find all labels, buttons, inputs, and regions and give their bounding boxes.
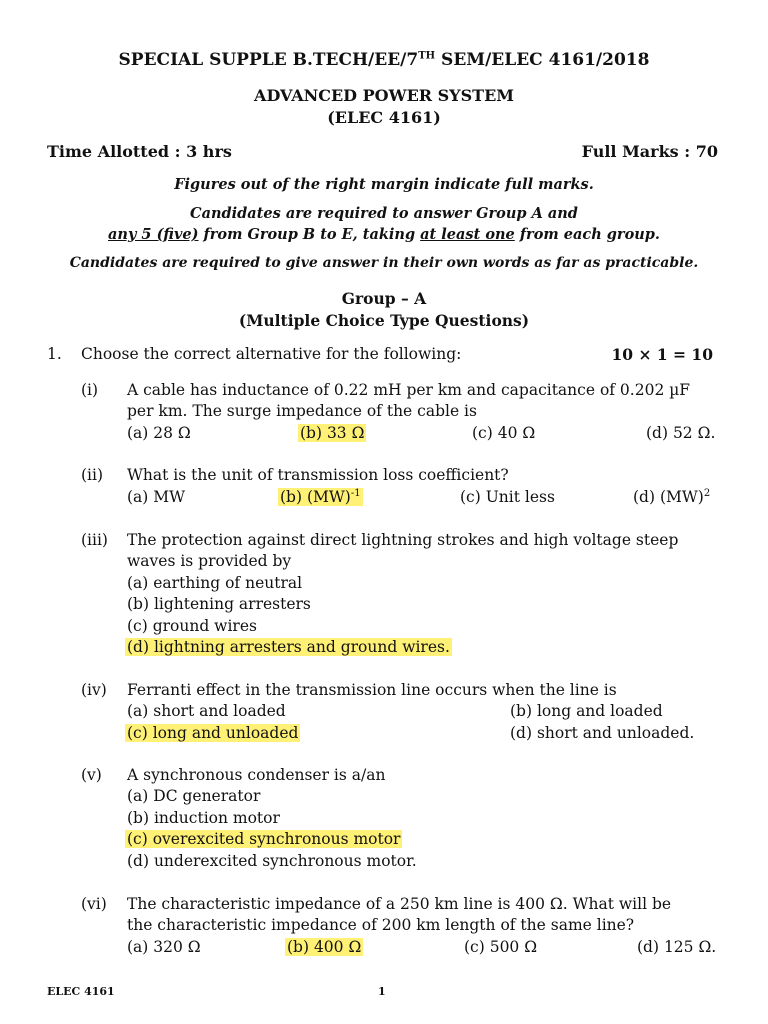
title-rest: SEM/ELEC 4161/2018 (435, 50, 650, 70)
group-subtitle: (Multiple Choice Type Questions) (238, 311, 530, 330)
subq-vi-option-c: (c) 500 Ω (464, 938, 538, 956)
instruction-end: from each group. (514, 226, 660, 243)
subq-ii-option-d-sup: 2 (703, 488, 711, 499)
title-main: SPECIAL SUPPLE B.TECH/EE/7 (118, 50, 419, 70)
exam-title (0, 50, 768, 70)
subq-i-line1: A cable has inductance of 0.22 mH per km and capacitance of 0.202 µF (127, 381, 691, 399)
subq-ii-option-d (633, 488, 710, 506)
subq-i-option-c: (c) 40 Ω (472, 424, 536, 442)
question-text: Choose the correct alternative for the following: (81, 345, 462, 363)
subq-iii-line2: waves is provided by (127, 552, 292, 570)
subq-ii-option-d-text: (d) (MW) (633, 488, 704, 507)
subq-iii-option-d-answer: (d) lightning arresters and ground wires. (127, 638, 450, 656)
subq-vi-number: (vi) (81, 895, 107, 913)
title-superscript: TH (418, 50, 436, 62)
subq-iv-option-c-answer: (c) long and unloaded (127, 724, 299, 742)
subject-code: (ELEC 4161) (327, 108, 441, 127)
instruction-answer-2 (0, 226, 768, 243)
subq-vi-line2: the characteristic impedance of 200 km length of the same line? (127, 916, 635, 934)
subq-v-line1: A synchronous condenser is a/an (127, 766, 386, 784)
subq-i-option-a: (a) 28 Ω (127, 424, 191, 442)
full-marks: Full Marks : 70 (581, 142, 718, 161)
subq-v-option-a: (a) DC generator (127, 787, 261, 805)
subq-iv-option-d: (d) short and unloaded. (510, 724, 695, 742)
group-name: Group – A (341, 289, 427, 308)
instruction-any-five: any 5 (five) (108, 226, 199, 243)
instruction-at-least-one: at least one (420, 226, 515, 243)
subq-iv-line1: Ferranti effect in the transmission line occurs when the line is (127, 681, 617, 699)
subq-v-number: (v) (81, 766, 102, 784)
subject-title: ADVANCED POWER SYSTEM (254, 86, 514, 105)
instruction-mid: from Group B to E, taking (198, 226, 421, 243)
time-allotted: Time Allotted : 3 hrs (47, 142, 232, 161)
instruction-answer-1: Candidates are required to answer Group A and (190, 205, 578, 222)
instruction-own-words: Candidates are required to give answer in their own words as far as practicable. (69, 255, 699, 271)
subq-v-option-b: (b) induction motor (127, 809, 280, 827)
subq-ii-number: (ii) (81, 466, 104, 484)
subq-iii-line1: The protection against direct lightning strokes and high voltage steep (127, 531, 679, 549)
subq-vi-option-a: (a) 320 Ω (127, 938, 201, 956)
subq-ii-option-b-sup: -1 (350, 488, 361, 499)
subq-i-number: (i) (81, 381, 99, 399)
subq-iii-option-c: (c) ground wires (127, 617, 257, 635)
subq-ii-option-a: (a) MW (127, 488, 186, 506)
subq-ii-option-b-text: (b) (MW) (280, 488, 351, 507)
instruction-marks: Figures out of the right margin indicate full marks. (174, 176, 594, 193)
subq-v-option-c-answer: (c) overexcited synchronous motor (127, 830, 401, 848)
subq-ii-line1: What is the unit of transmission loss coefficient? (127, 466, 509, 484)
question-marks: 10 × 1 = 10 (611, 345, 713, 364)
subq-vi-line1: The characteristic impedance of a 250 km line is 400 Ω. What will be (127, 895, 672, 913)
subq-v-option-d: (d) underexcited synchronous motor. (127, 852, 417, 870)
subq-vi-option-d: (d) 125 Ω. (637, 938, 717, 956)
page-number: 1 (378, 985, 386, 998)
subq-i-option-b-answer: (b) 33 Ω (300, 424, 365, 442)
subq-iii-option-a: (a) earthing of neutral (127, 574, 303, 592)
subq-ii-option-c: (c) Unit less (460, 488, 555, 506)
subq-ii-option-b-answer (278, 488, 363, 506)
subq-i-line2: per km. The surge impedance of the cable is (127, 402, 477, 420)
subq-iv-option-a: (a) short and loaded (127, 702, 286, 720)
subq-iii-number: (iii) (81, 531, 108, 549)
subq-iv-option-b: (b) long and loaded (510, 702, 663, 720)
subq-iv-number: (iv) (81, 681, 107, 699)
question-number: 1. (47, 345, 62, 363)
subq-iii-option-b: (b) lightening arresters (127, 595, 311, 613)
subq-i-option-d: (d) 52 Ω. (646, 424, 716, 442)
footer-code: ELEC 4161 (47, 985, 115, 998)
subq-vi-option-b-answer: (b) 400 Ω (287, 938, 362, 956)
